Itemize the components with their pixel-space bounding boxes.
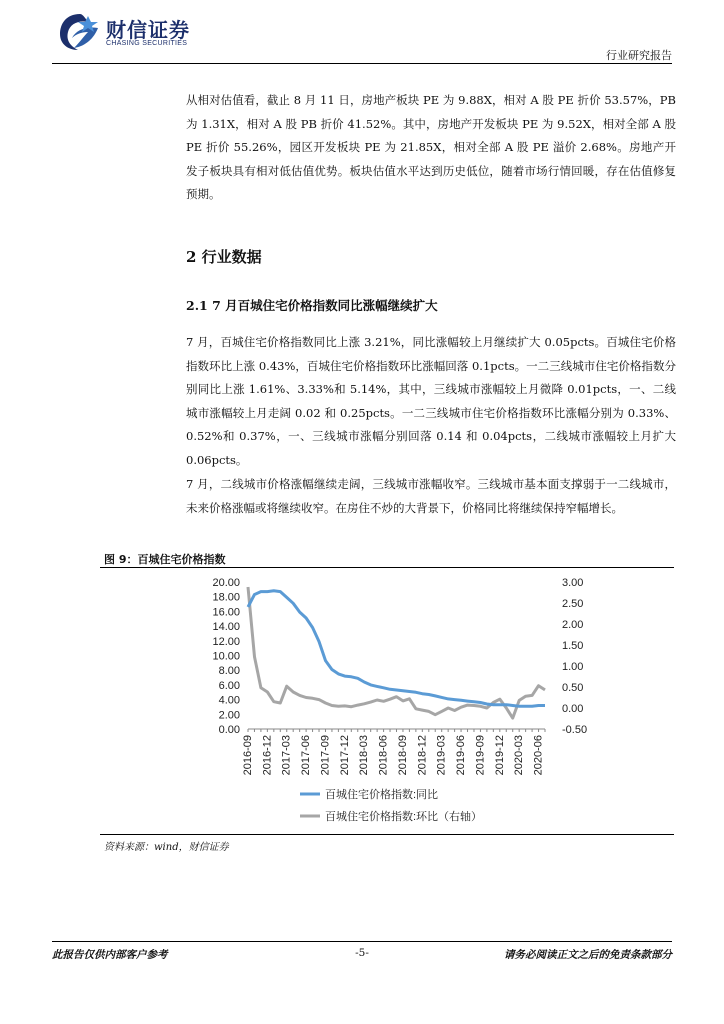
x-axis-tick-label: 2019-12: [493, 735, 506, 776]
right-axis-tick-label: 2.00: [562, 619, 584, 631]
series-line-yoy: [248, 591, 545, 706]
x-axis-tick-label: 2017-12: [338, 735, 351, 776]
x-axis-tick-label: 2016-12: [261, 735, 274, 776]
left-axis-tick-label: 4.00: [218, 694, 240, 707]
left-axis-tick-label: 6.00: [218, 679, 240, 692]
price-index-chart: [100, 568, 674, 834]
right-axis-tick-label: 2.50: [562, 598, 584, 610]
x-axis-tick-label: 2017-06: [300, 735, 313, 776]
x-axis-tick-label: 2018-09: [396, 735, 409, 776]
x-axis-tick-label: 2018-03: [358, 735, 371, 776]
figure-bottom-divider: [100, 834, 674, 835]
footer-disclaimer-left: 此报告仅供内部客户参考: [52, 949, 168, 961]
right-axis-tick-label: 1.00: [562, 661, 584, 673]
valuation-paragraph: 从相对估值看，截止 8 月 11 日，房地产板块 PE 为 9.88X，相对 A 股 PE 折价 53.57%，PB 为 1.31X，相对 A 股 PB 折价 41.52%。其中，房地产开发板块 PE 为 9.52X，相对全部 A 股 PE 折价 55.26%，园区开发板块 PE 为 21.85X，相对全部 A 股 PE 溢价 2.68%。房地产开发子板块具有相对低估值优势。板块估值水平达到历史低位，随着市场行情回暖，存在估值修复预期。: [186, 93, 676, 202]
right-axis-tick-label: 0.50: [562, 682, 584, 694]
figure-source: 资料来源：wind，财信证券: [104, 842, 229, 853]
left-axis-tick-label: 10.00: [212, 650, 240, 663]
left-axis-tick-label: 8.00: [218, 665, 240, 678]
x-axis-tick-label: 2018-12: [416, 735, 429, 776]
footer-disclaimer-right: 请务必阅读正文之后的免责条款部分: [504, 949, 672, 961]
right-axis-tick-label: 3.00: [562, 577, 584, 589]
x-axis-tick-label: 2020-06: [532, 735, 545, 776]
x-axis-tick-label: 2017-09: [319, 735, 332, 776]
left-axis-tick-label: 20.00: [212, 577, 240, 589]
page-number: -5-: [355, 947, 369, 959]
x-axis-tick-label: 2017-03: [280, 735, 293, 776]
left-axis-tick-label: 14.00: [212, 621, 240, 634]
price-index-paragraph: 7 月，百城住宅价格指数同比上涨 3.21%，同比涨幅较上月继续扩大 0.05pcts。百城住宅价格指数环比上涨 0.43%，百城住宅价格指数环比涨幅回落 0.1pcts。一二三线城市住宅价格指数分别同比上涨 1.61%、3.33%和 5.14%，其中，三线城市涨幅较上月微降 0.01pcts，一、二线城市涨幅较上月走阔 0.02 和 0.25pcts。一二三线城市住宅价格指数环比涨幅分别为 0.33%、0.52%和 0.37%，一、三线城市涨幅分别回落 0.14 和 0.04pcts，二线城市涨幅较上月扩大 0.06pcts。: [186, 335, 676, 467]
x-axis-tick-label: 2020-03: [513, 735, 526, 776]
subsection-heading: 2.1 7 月百城住宅价格指数同比涨幅继续扩大: [186, 298, 438, 313]
right-axis-tick-label: 0.00: [562, 703, 584, 715]
x-axis-tick-label: 2019-03: [435, 735, 448, 776]
figure-title: 图 9：百城住宅价格指数: [104, 553, 226, 566]
logo-chinese-name: 财信证券: [106, 18, 190, 42]
left-axis-tick-label: 0.00: [218, 724, 240, 736]
x-axis-tick-label: 2016-09: [242, 735, 254, 776]
section-heading: 2 行业数据: [186, 248, 262, 266]
logo-english-name: CHASING SECURITIES: [106, 40, 188, 47]
x-axis-tick-label: 2019-06: [455, 735, 468, 776]
right-axis-tick-label: -0.50: [562, 724, 588, 736]
left-axis-tick-label: 2.00: [218, 709, 240, 722]
left-axis-tick-label: 12.00: [212, 635, 240, 648]
x-axis-tick-label: 2019-09: [474, 735, 487, 776]
series-line-mom: [248, 587, 545, 718]
company-logo-icon: [58, 12, 102, 52]
header-divider: [52, 63, 672, 64]
legend-label-mom: 百城住宅价格指数:环比（右轴）: [325, 811, 483, 823]
report-type-label: 行业研究报告: [606, 49, 672, 62]
left-axis-tick-label: 16.00: [212, 606, 240, 619]
city-tier-paragraph: 7 月，二线城市价格涨幅继续走阔，三线城市涨幅收窄。三线城市基本面支撑弱于一二线城市，未来价格涨幅或将继续收窄。在房住不炒的大背景下，价格同比将继续保持窄幅增长。: [186, 477, 676, 515]
right-axis-tick-label: 1.50: [562, 640, 584, 652]
footer-divider: [52, 941, 672, 942]
legend-label-yoy: 百城住宅价格指数:同比: [325, 789, 439, 801]
left-axis-tick-label: 18.00: [212, 591, 240, 604]
x-axis-tick-label: 2018-06: [377, 735, 390, 776]
company-logo: [58, 12, 198, 52]
